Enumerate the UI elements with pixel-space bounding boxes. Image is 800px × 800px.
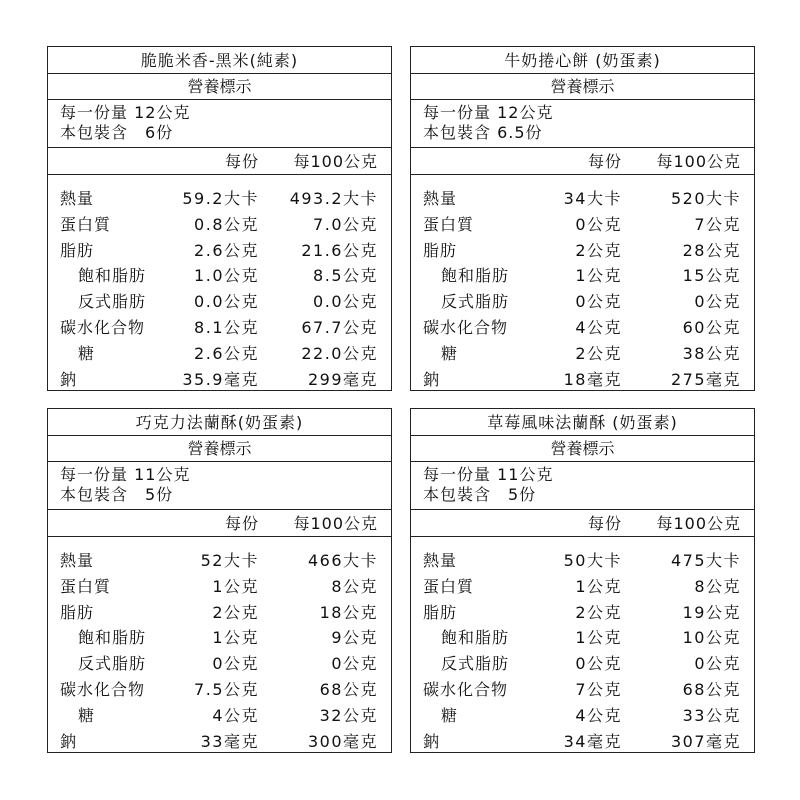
per-serving-header: 每份 [224, 152, 259, 171]
per-serving-value: 7公克 [575, 679, 622, 699]
per-100g-value: 8.5公克 [313, 266, 378, 286]
product-title: 牛奶捲心餅 (奶蛋素) [411, 47, 754, 74]
per-serving-value: 0公克 [575, 654, 622, 674]
per-serving-value: 1公克 [212, 576, 259, 596]
column-headers [411, 148, 754, 175]
per-serving-value: 7.5公克 [194, 679, 259, 699]
nutrient-row-sugar [48, 341, 391, 367]
per-serving-value: 2公克 [575, 240, 622, 260]
nutrient-label: 蛋白質 [60, 214, 112, 234]
per-100g-value: 32公克 [319, 705, 378, 725]
per-100g-value: 67.7公克 [301, 317, 378, 337]
serving-size: 每一份量 12公克 [60, 103, 191, 122]
per-100g-header: 每100公克 [656, 514, 741, 533]
per-100g-value: 8公克 [331, 576, 378, 596]
nutrient-row-carbohydrate [48, 677, 391, 703]
nutrient-label: 蛋白質 [423, 214, 475, 234]
nutrient-label: 反式脂肪 [78, 292, 147, 312]
nutrient-label: 碳水化合物 [423, 317, 509, 337]
nutrient-label: 脂肪 [423, 602, 458, 622]
nutrient-label: 飽和脂肪 [78, 628, 147, 648]
nutrient-row-trans-fat [411, 651, 754, 677]
per-serving-value: 1公克 [575, 628, 622, 648]
nutrient-row-calories [48, 186, 391, 212]
product-title: 脆脆米香-黑米(純素) [48, 47, 391, 74]
nutrient-label: 鈉 [60, 369, 78, 389]
nutrient-row-calories [48, 548, 391, 574]
nutrient-row-fat [411, 600, 754, 626]
nutrient-row-protein [48, 212, 391, 238]
nutrient-rows [411, 537, 754, 754]
per-serving-value: 0公克 [212, 654, 259, 674]
per-serving-value: 4公克 [575, 705, 622, 725]
per-serving-value: 2公克 [575, 602, 622, 622]
per-100g-value: 68公克 [682, 679, 741, 699]
nutrient-row-trans-fat [48, 289, 391, 315]
per-serving-value: 4公克 [212, 705, 259, 725]
per-serving-value: 8.1公克 [194, 317, 259, 337]
per-serving-value: 35.9毫克 [182, 369, 259, 389]
per-100g-value: 0公克 [331, 654, 378, 674]
per-100g-value: 10公克 [682, 628, 741, 648]
per-serving-value: 50大卡 [563, 551, 622, 570]
per-100g-value: 28公克 [682, 240, 741, 260]
per-100g-value: 0公克 [694, 292, 741, 312]
nutrient-row-saturated-fat [48, 263, 391, 289]
nutrient-label: 蛋白質 [60, 576, 112, 596]
per-serving-value: 34毫克 [563, 731, 622, 751]
nutrient-label: 飽和脂肪 [78, 266, 147, 286]
nutrient-row-protein [411, 574, 754, 600]
per-100g-value: 18公克 [319, 602, 378, 622]
per-serving-value: 18毫克 [563, 369, 622, 389]
per-serving-header: 每份 [587, 152, 622, 171]
nutrient-row-sugar [48, 703, 391, 729]
nutrient-label: 熱量 [423, 189, 458, 208]
nutrient-label: 脂肪 [423, 240, 458, 260]
nutrient-row-sodium [411, 367, 754, 393]
nutrient-row-protein [48, 574, 391, 600]
nutrient-label: 熱量 [423, 551, 458, 570]
nutrient-label: 糖 [441, 343, 459, 363]
per-100g-value: 7公克 [694, 214, 741, 234]
per-100g-value: 9公克 [331, 628, 378, 648]
nutrient-row-calories [411, 548, 754, 574]
nutrient-rows [48, 537, 391, 754]
nutrient-label: 碳水化合物 [60, 317, 146, 337]
nutrient-row-saturated-fat [411, 625, 754, 651]
per-100g-value: 520大卡 [670, 189, 741, 208]
nutrient-label: 反式脂肪 [441, 292, 510, 312]
nutrition-panel-black-rice-crisp [47, 46, 392, 391]
package-count: 本包裝含 5份 [423, 485, 537, 504]
nutrient-row-carbohydrate [48, 315, 391, 341]
per-100g-value: 299毫克 [307, 369, 378, 389]
nutrient-row-fat [48, 238, 391, 264]
nutrient-label: 反式脂肪 [441, 654, 510, 674]
nutrient-row-trans-fat [411, 289, 754, 315]
nutrient-label: 糖 [441, 705, 459, 725]
per-100g-value: 307毫克 [670, 731, 741, 751]
per-100g-header: 每100公克 [293, 514, 378, 533]
per-serving-header: 每份 [224, 514, 259, 533]
nutrient-label: 鈉 [423, 369, 441, 389]
package-count: 本包裝含 5份 [60, 485, 174, 504]
per-serving-value: 0公克 [575, 214, 622, 234]
per-serving-value: 34大卡 [563, 189, 622, 208]
per-serving-value: 1公克 [575, 266, 622, 286]
per-100g-value: 22.0公克 [301, 343, 378, 363]
per-serving-value: 52大卡 [200, 551, 259, 570]
nutrition-label-heading: 營養標示 [411, 74, 754, 100]
per-100g-value: 8公克 [694, 576, 741, 596]
nutrient-row-fat [411, 238, 754, 264]
nutrient-label: 反式脂肪 [78, 654, 147, 674]
serving-info [48, 462, 391, 510]
nutrient-row-saturated-fat [48, 625, 391, 651]
column-headers [411, 510, 754, 537]
per-100g-value: 19公克 [682, 602, 741, 622]
nutrient-label: 飽和脂肪 [441, 628, 510, 648]
per-100g-value: 7.0公克 [313, 214, 378, 234]
nutrient-row-sugar [411, 703, 754, 729]
nutrient-row-protein [411, 212, 754, 238]
nutrient-label: 糖 [78, 705, 96, 725]
serving-size: 每一份量 12公克 [423, 103, 554, 122]
nutrient-row-carbohydrate [411, 315, 754, 341]
nutrient-rows [411, 175, 754, 392]
per-serving-value: 0.8公克 [194, 214, 259, 234]
nutrition-panel-chocolate-wafer [47, 408, 392, 753]
per-100g-value: 68公克 [319, 679, 378, 699]
nutrient-label: 脂肪 [60, 240, 95, 260]
package-count: 本包裝含 6.5份 [423, 123, 543, 142]
per-serving-value: 0.0公克 [194, 292, 259, 312]
per-serving-value: 4公克 [575, 317, 622, 337]
serving-size: 每一份量 11公克 [60, 465, 191, 484]
per-100g-value: 21.6公克 [301, 240, 378, 260]
serving-info [411, 100, 754, 148]
per-100g-header: 每100公克 [293, 152, 378, 171]
nutrient-label: 鈉 [423, 731, 441, 751]
per-100g-value: 0.0公克 [313, 292, 378, 312]
per-serving-value: 2.6公克 [194, 240, 259, 260]
nutrition-panel-milk-roll [410, 46, 755, 391]
serving-info [411, 462, 754, 510]
nutrition-label-heading: 營養標示 [48, 436, 391, 462]
serving-info [48, 100, 391, 148]
per-100g-value: 300毫克 [307, 731, 378, 751]
per-100g-value: 466大卡 [307, 551, 378, 570]
nutrient-rows [48, 175, 391, 392]
per-100g-header: 每100公克 [656, 152, 741, 171]
per-serving-value: 0公克 [575, 292, 622, 312]
per-100g-value: 275毫克 [670, 369, 741, 389]
nutrition-label-heading: 營養標示 [411, 436, 754, 462]
nutrient-label: 碳水化合物 [423, 679, 509, 699]
nutrition-panel-strawberry-wafer [410, 408, 755, 753]
per-100g-value: 15公克 [682, 266, 741, 286]
nutrient-label: 脂肪 [60, 602, 95, 622]
nutrient-label: 熱量 [60, 189, 95, 208]
per-serving-value: 1.0公克 [194, 266, 259, 286]
per-100g-value: 33公克 [682, 705, 741, 725]
nutrient-row-fat [48, 600, 391, 626]
nutrient-row-carbohydrate [411, 677, 754, 703]
nutrition-label-heading: 營養標示 [48, 74, 391, 100]
per-serving-value: 59.2大卡 [182, 189, 259, 208]
nutrient-label: 熱量 [60, 551, 95, 570]
per-serving-value: 2公克 [575, 343, 622, 363]
nutrient-row-calories [411, 186, 754, 212]
per-100g-value: 38公克 [682, 343, 741, 363]
serving-size: 每一份量 11公克 [423, 465, 554, 484]
nutrient-row-sugar [411, 341, 754, 367]
nutrient-row-sodium [48, 729, 391, 755]
column-headers [48, 510, 391, 537]
package-count: 本包裝含 6份 [60, 123, 174, 142]
per-100g-value: 0公克 [694, 654, 741, 674]
per-100g-value: 475大卡 [670, 551, 741, 570]
per-serving-value: 1公克 [575, 576, 622, 596]
nutrient-label: 鈉 [60, 731, 78, 751]
product-title: 草莓風味法蘭酥 (奶蛋素) [411, 409, 754, 436]
nutrient-row-saturated-fat [411, 263, 754, 289]
column-headers [48, 148, 391, 175]
per-100g-value: 493.2大卡 [289, 189, 378, 208]
per-serving-value: 2公克 [212, 602, 259, 622]
per-serving-value: 2.6公克 [194, 343, 259, 363]
per-100g-value: 60公克 [682, 317, 741, 337]
nutrient-row-sodium [411, 729, 754, 755]
nutrient-label: 碳水化合物 [60, 679, 146, 699]
product-title: 巧克力法蘭酥(奶蛋素) [48, 409, 391, 436]
nutrient-label: 蛋白質 [423, 576, 475, 596]
nutrient-label: 糖 [78, 343, 96, 363]
nutrient-label: 飽和脂肪 [441, 266, 510, 286]
per-serving-value: 1公克 [212, 628, 259, 648]
nutrient-row-trans-fat [48, 651, 391, 677]
per-serving-header: 每份 [587, 514, 622, 533]
nutrient-row-sodium [48, 367, 391, 393]
per-serving-value: 33毫克 [200, 731, 259, 751]
